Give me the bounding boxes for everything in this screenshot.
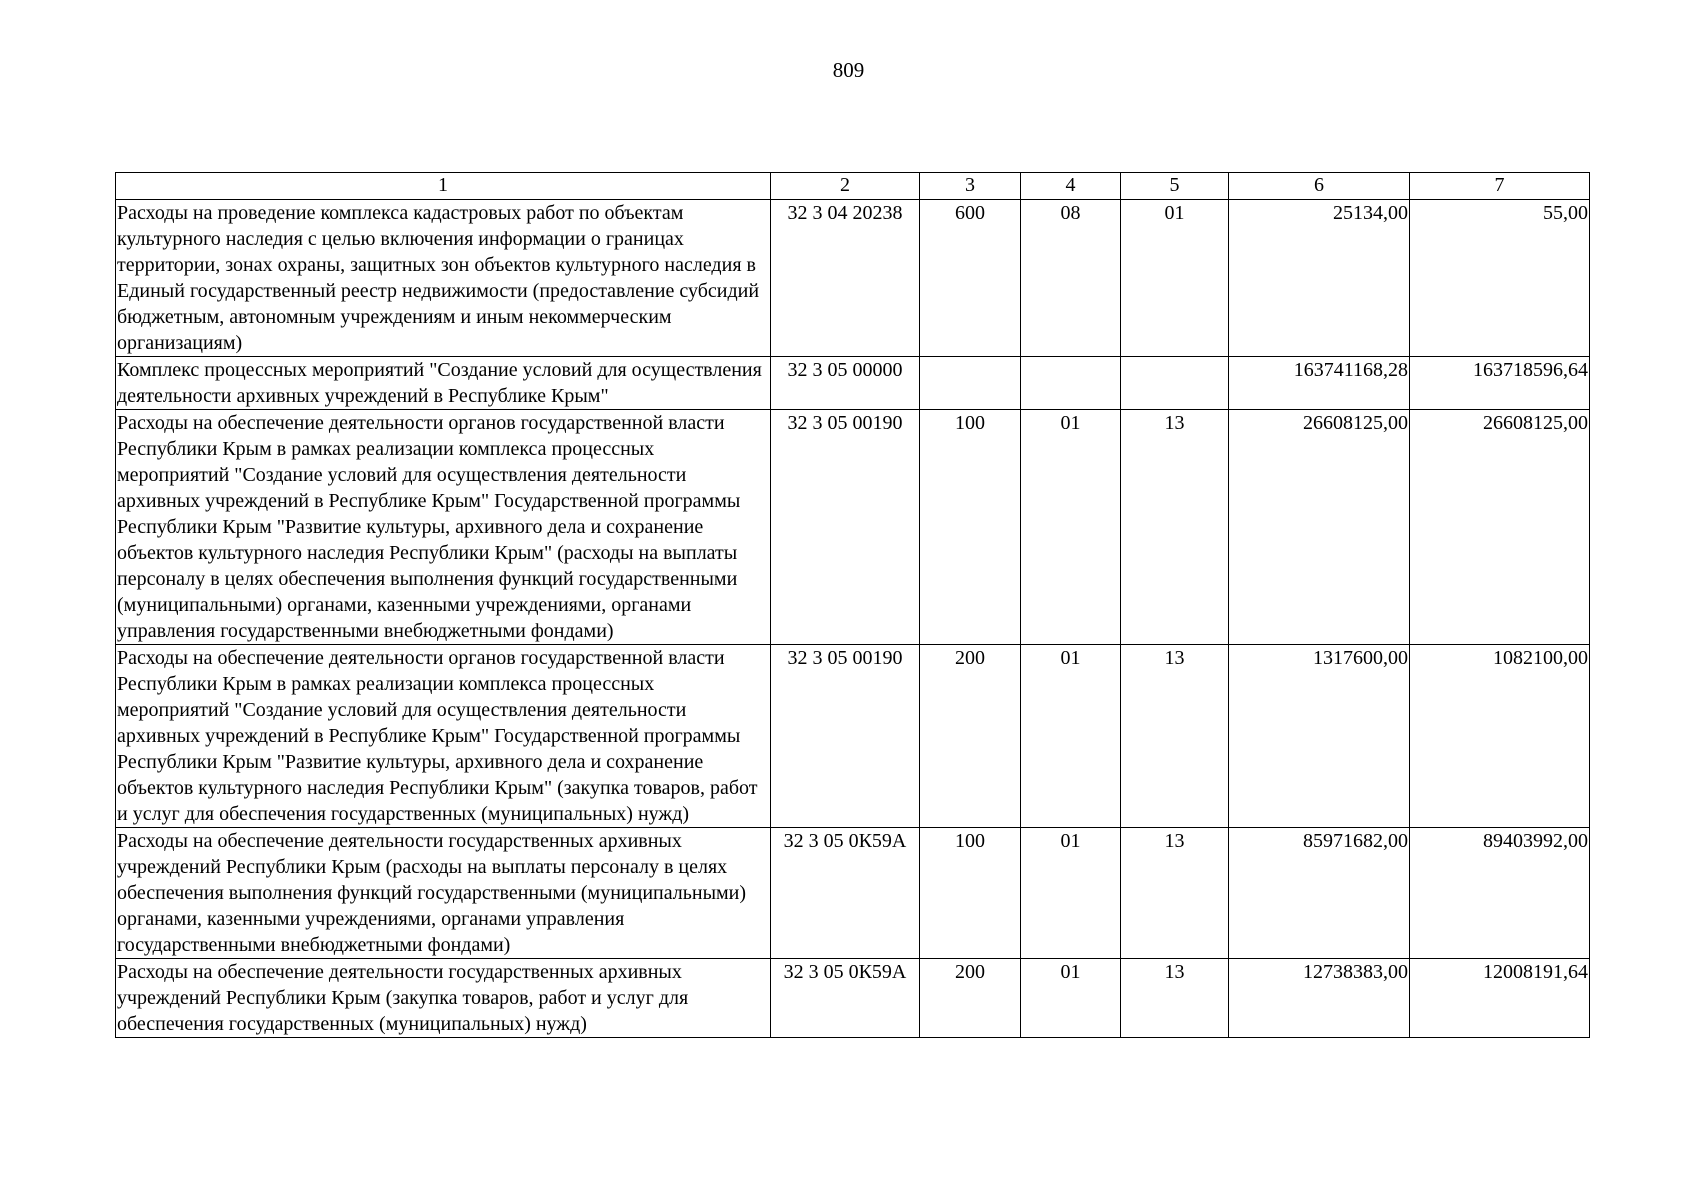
row-amount-2: 26608125,00: [1410, 410, 1590, 645]
row-amount-1: 25134,00: [1229, 200, 1410, 357]
row-target-code: 32 3 05 00190: [771, 410, 920, 645]
header-col-2: 2: [771, 173, 920, 200]
row-description: Расходы на обеспечение деятельности органов государственной власти Республики Крым в рамках реализации комплекса процессных мероприятий "Создание условий для осуществления деятельности архивных учреждений в Республике Крым" Государственной программы Республики Крым "Развитие культуры, архивного дела и сохранение объектов культурного наследия Республики Крым" (расходы на выплаты персоналу в целях обеспечения выполнения функций государственными (муниципальными) органами, казенными учреждениями, органами управления государственными внебюджетными фондами): [116, 410, 771, 645]
header-col-1: 1: [116, 173, 771, 200]
row-section: 01: [1021, 645, 1121, 828]
page-number: 809: [832, 58, 865, 82]
table-row: [116, 357, 1590, 410]
header-col-4: 4: [1021, 173, 1121, 200]
header-col-3: 3: [920, 173, 1021, 200]
row-expense-type: 100: [920, 410, 1021, 645]
row-target-code: 32 3 05 00190: [771, 645, 920, 828]
header-col-5: 5: [1121, 173, 1229, 200]
row-target-code: 32 3 05 0К59А: [771, 828, 920, 959]
row-subsection: 13: [1121, 959, 1229, 1038]
table-row: [116, 645, 1590, 828]
row-section: 01: [1021, 410, 1121, 645]
row-section: [1021, 357, 1121, 410]
row-section: 01: [1021, 828, 1121, 959]
row-expense-type: 100: [920, 828, 1021, 959]
header-col-6: 6: [1229, 173, 1410, 200]
header-row: [116, 173, 1590, 200]
table-row: [116, 200, 1590, 357]
row-description: Расходы на обеспечение деятельности органов государственной власти Республики Крым в рамках реализации комплекса процессных мероприятий "Создание условий для осуществления деятельности архивных учреждений в Республике Крым" Государственной программы Республики Крым "Развитие культуры, архивного дела и сохранение объектов культурного наследия Республики Крым" (закупка товаров, работ и услуг для обеспечения государственных (муниципальных) нужд): [116, 645, 771, 828]
row-subsection: 01: [1121, 200, 1229, 357]
budget-table: [115, 172, 1590, 1038]
row-target-code: 32 3 05 0К59А: [771, 959, 920, 1038]
row-target-code: 32 3 05 00000: [771, 357, 920, 410]
row-amount-2: 12008191,64: [1410, 959, 1590, 1038]
table-row: [116, 410, 1590, 645]
row-amount-2: 163718596,64: [1410, 357, 1590, 410]
table-row: [116, 828, 1590, 959]
row-amount-1: 163741168,28: [1229, 357, 1410, 410]
row-amount-1: 85971682,00: [1229, 828, 1410, 959]
header-col-7: 7: [1410, 173, 1590, 200]
row-amount-1: 1317600,00: [1229, 645, 1410, 828]
row-amount-1: 26608125,00: [1229, 410, 1410, 645]
row-subsection: 13: [1121, 645, 1229, 828]
row-expense-type: [920, 357, 1021, 410]
row-section: 08: [1021, 200, 1121, 357]
row-amount-2: 1082100,00: [1410, 645, 1590, 828]
row-section: 01: [1021, 959, 1121, 1038]
row-amount-2: 55,00: [1410, 200, 1590, 357]
table-row: [116, 959, 1590, 1038]
row-amount-2: 89403992,00: [1410, 828, 1590, 959]
row-amount-1: 12738383,00: [1229, 959, 1410, 1038]
row-subsection: [1121, 357, 1229, 410]
row-description: Расходы на обеспечение деятельности государственных архивных учреждений Республики Крым (расходы на выплаты персоналу в целях обеспечения выполнения функций государственными (муниципальными) органами, казенными учреждениями, органами управления государственными внебюджетными фондами): [116, 828, 771, 959]
row-expense-type: 200: [920, 645, 1021, 828]
row-description: Комплекс процессных мероприятий "Создание условий для осуществления деятельности архивных учреждений в Республике Крым": [116, 357, 771, 410]
row-description: Расходы на проведение комплекса кадастровых работ по объектам культурного наследия с целью включения информации о границах территории, зонах охраны, защитных зон объектов культурного наследия в Единый государственный реестр недвижимости (предоставление субсидий бюджетным, автономным учреждениям и иным некоммерческим организациям): [116, 200, 771, 357]
row-expense-type: 200: [920, 959, 1021, 1038]
row-expense-type: 600: [920, 200, 1021, 357]
row-target-code: 32 3 04 20238: [771, 200, 920, 357]
row-subsection: 13: [1121, 828, 1229, 959]
row-subsection: 13: [1121, 410, 1229, 645]
row-description: Расходы на обеспечение деятельности государственных архивных учреждений Республики Крым (закупка товаров, работ и услуг для обеспечения государственных (муниципальных) нужд): [116, 959, 771, 1038]
